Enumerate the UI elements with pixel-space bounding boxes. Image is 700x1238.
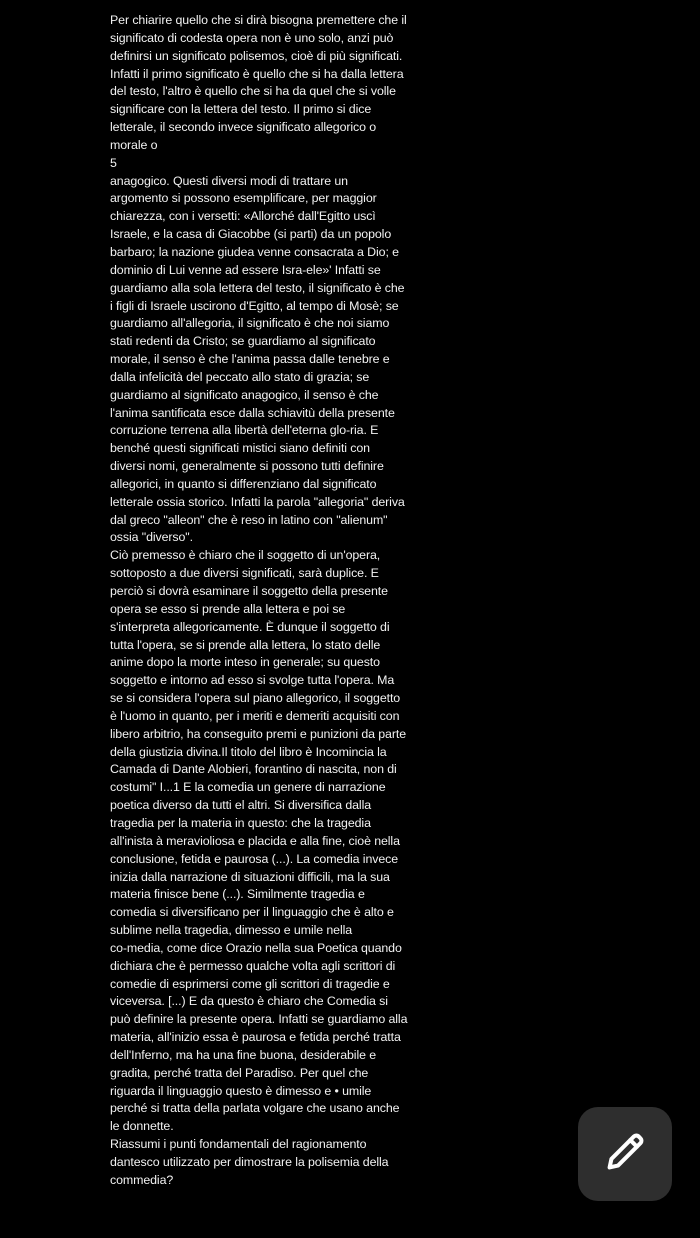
text-line: conclusione, fetida e paurosa (...). La comedia invece xyxy=(110,851,399,866)
text-line: dell'Inferno, ma ha una fine buona, desiderabile e xyxy=(110,1047,377,1062)
text-line: morale, il senso è che l'anima passa dalle tenebre e xyxy=(110,352,390,367)
text-line: guardiamo al significato anagogico, il senso è che xyxy=(110,387,379,402)
text-line: perché si tratta della parlata volgare che usano anche xyxy=(110,1101,400,1116)
text-line: benché questi significati mistici siano definiti con xyxy=(110,441,370,456)
text-line: diversi nomi, generalmente si possono tutti definire xyxy=(110,459,384,474)
text-line: può definire la presente opera. Infatti se guardiamo alla xyxy=(110,1012,408,1027)
text-line: inizia dalla narrazione di situazioni difficili, ma la sua xyxy=(110,869,390,884)
text-line: significare con la lettera del testo. Il primo si dice xyxy=(110,102,372,117)
text-line: Infatti il primo significato è quello che si ha dalla lettera xyxy=(110,66,404,81)
text-line: dichiara che è permesso qualche volta agli scrittori di xyxy=(110,958,396,973)
text-line: gradita, perché tratta del Paradiso. Per quel che xyxy=(110,1065,369,1080)
text-line: costumi" I...1 E la comedia un genere di narrazione xyxy=(110,780,386,795)
text-line: se si considera l'opera sul piano allegorico, il soggetto xyxy=(110,691,401,706)
text-line: letterale, il secondo invece significato allegorico o xyxy=(110,120,377,135)
text-line: Ciò premesso è chiaro che il soggetto di un'opera, xyxy=(110,548,381,563)
text-line: materia finisce bene (...). Similmente tragedia e xyxy=(110,887,365,902)
text-line: i figli di Israele uscirono d'Egitto, al tempo di Mosè; se xyxy=(110,298,399,313)
text-line: corruzione terrena alla libertà dell'eterna glo-ria. E xyxy=(110,423,379,438)
text-line: opera se esso si prende alla lettera e poi se xyxy=(110,601,346,616)
text-line: libero arbitrio, ha conseguito premi e punizioni da parte xyxy=(110,726,406,741)
text-line: Camada di Dante Alobieri, forantino di nascita, non di xyxy=(110,762,397,777)
text-line: materia, all'inizio essa è paurosa e fetida perché tratta xyxy=(110,1030,401,1045)
text-line: le donnette. xyxy=(110,1119,174,1134)
text-line: significato di codesta opera non è uno solo, anzi può xyxy=(110,30,394,45)
text-line: perciò si dovrà esaminare il soggetto della presente xyxy=(110,584,388,598)
text-line: co-media, come dice Orazio nella sua Poetica quando xyxy=(110,940,402,955)
text-line: definirsi un significato polisemos, cioè di più significati. xyxy=(110,48,403,63)
text-line: è l'uomo in quanto, per i meriti e demeriti acquisiti con xyxy=(110,708,400,723)
text-line: s'interpreta allegoricamente. È dunque il soggetto di xyxy=(110,619,390,634)
text-line: tutta l'opera, se si prende alla lettera, lo stato delle xyxy=(110,637,381,652)
text-line: letterale ossia storico. Infatti la parola "allegoria" deriva xyxy=(110,494,405,509)
text-line: chiarezza, con i versetti: «Allorché dall'Egitto uscì xyxy=(110,209,376,224)
text-line: stati redenti da Cristo; se guardiamo al significato xyxy=(110,334,376,349)
text-line: all'inista à meravioliosa e placida e alla fine, cioè nella xyxy=(110,833,400,848)
text-line: allegorici, in quanto si differenziano dal significato xyxy=(110,476,377,491)
edit-button[interactable] xyxy=(578,1107,672,1201)
text-line: comedie di esprimersi come gli scrittori di tragedie e xyxy=(110,976,390,991)
text-line: commedia? xyxy=(110,1172,174,1187)
text-line: dominio di Lui venne ad essere Isra-ele»' Infatti se xyxy=(110,262,381,277)
pencil-icon xyxy=(603,1130,647,1179)
text-line: guardiamo alla sola lettera del testo, il significato è che xyxy=(110,280,405,295)
text-line: comedia si diversificano per il linguaggio che è alto e xyxy=(110,905,394,920)
text-line: ossia "diverso". xyxy=(110,530,193,545)
text-line: l'anima santificata esce dalla schiavitù della presente xyxy=(110,405,395,420)
text-line: poetica diverso da tutti el altri. Si diversifica dalla xyxy=(110,798,372,813)
text-line: dantesco utilizzato per dimostrare la polisemia della xyxy=(110,1155,389,1169)
text-line: viceversa. [...) E da questo è chiaro che Comedia si xyxy=(110,994,388,1009)
text-line: sottoposto a due diversi significati, sarà duplice. E xyxy=(110,566,379,581)
text-line: riguarda il linguaggio questo è dimesso e • umile xyxy=(110,1083,372,1098)
text-line: morale o xyxy=(110,137,158,152)
text-line: sublime nella tragedia, dimesso e umile nella xyxy=(110,923,353,938)
text-line: Israele, e la casa di Giacobbe (si parti) da un popolo xyxy=(110,227,392,242)
text-line: Per chiarire quello che si dirà bisogna premettere che il xyxy=(110,13,407,27)
text-line: guardiamo all'allegoria, il significato è che noi siamo xyxy=(110,316,390,331)
text-line: del testo, l'altro è quello che si ha da quel che si volle xyxy=(110,84,396,99)
recognized-text-block[interactable] xyxy=(110,12,455,1190)
text-line: barbaro; la nazione giudea venne consacrata a Dio; e xyxy=(110,244,399,259)
text-line: Riassumi i punti fondamentali del ragionamento xyxy=(110,1137,367,1152)
text-line: anagogico. Questi diversi modi di trattare un xyxy=(110,173,348,188)
text-line: anime dopo la morte inteso in generale; su questo xyxy=(110,655,380,670)
text-line: argomento si possono esemplificare, per maggior xyxy=(110,191,377,206)
text-line: dal greco "alleon" che è reso in latino con "alienum" xyxy=(110,512,388,527)
text-line: dalla infelicità del peccato allo stato di grazia; se xyxy=(110,369,370,384)
text-line: tragedia per la materia in questo: che la tragedia xyxy=(110,815,371,830)
text-line: soggetto e intorno ad esso si svolge tutta l'opera. Ma xyxy=(110,673,395,688)
text-line: 5 xyxy=(110,155,117,170)
text-line: della giustizia divina.Il titolo del libro è Incomincia la xyxy=(110,744,387,759)
